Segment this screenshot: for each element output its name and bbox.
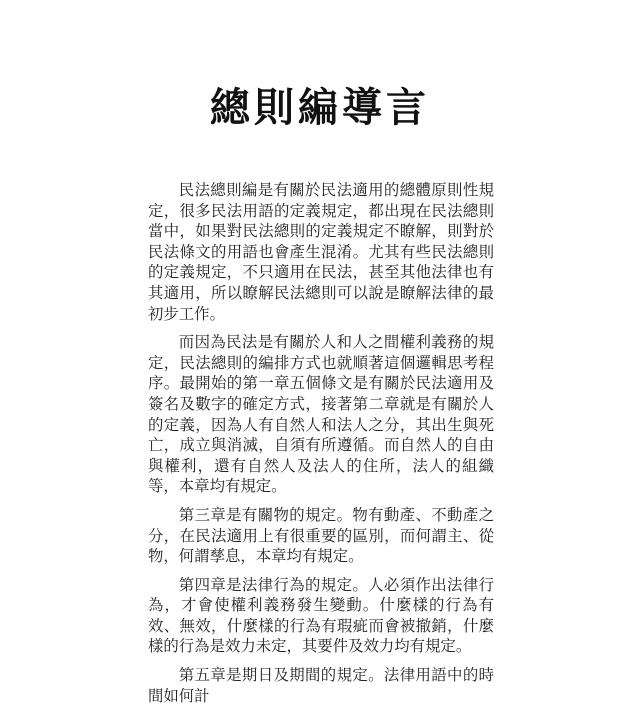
paragraph-5: 第五章是期日及期間的規定。法律用語中的時間如何計 — [148, 666, 494, 705]
paragraph-3: 第三章是有關物的規定。物有動產、不動產之分，在民法適用上有很重要的區別，而何謂主、從物，何謂孳息，本章均有規定。 — [148, 505, 494, 566]
paragraph-4: 第四章是法律行為的規定。人必須作出法律行為，才會使權利義務發生變動。什麼樣的行為有效、無效，什麼樣的行為有瑕疵而會被撤銷，什麼樣的行為是效力未定，其要件及效力均有規定。 — [148, 575, 494, 656]
body-text — [148, 180, 494, 714]
paragraph-1: 民法總則編是有關於民法適用的總體原則性規定，很多民法用語的定義規定，都出現在民法總則當中，如果對民法總則的定義規定不瞭解，則對於民法條文的用語也會產生混淆。尤其有些民法總則的定義規定，不只適用在民法，甚至其他法律也有其適用，所以瞭解民法總則可以說是瞭解法律的最初步工作。 — [148, 181, 494, 323]
page-title: 總則編導言 — [210, 85, 430, 131]
paragraph-2: 而因為民法是有關於人和人之間權利義務的規定，民法總則的編排方式也就順著這個邏輯思考程序。最開始的第一章五個條文是有關於民法適用及簽名及數字的確定方式，接著第二章就是有關於人的定義，因為人有自然人和法人之分，其出生與死亡，成立與消滅，自須有所遵循。而自然人的自由與權利，還有自然人及法人的住所，法人的組織等，本章均有規定。 — [148, 333, 494, 496]
